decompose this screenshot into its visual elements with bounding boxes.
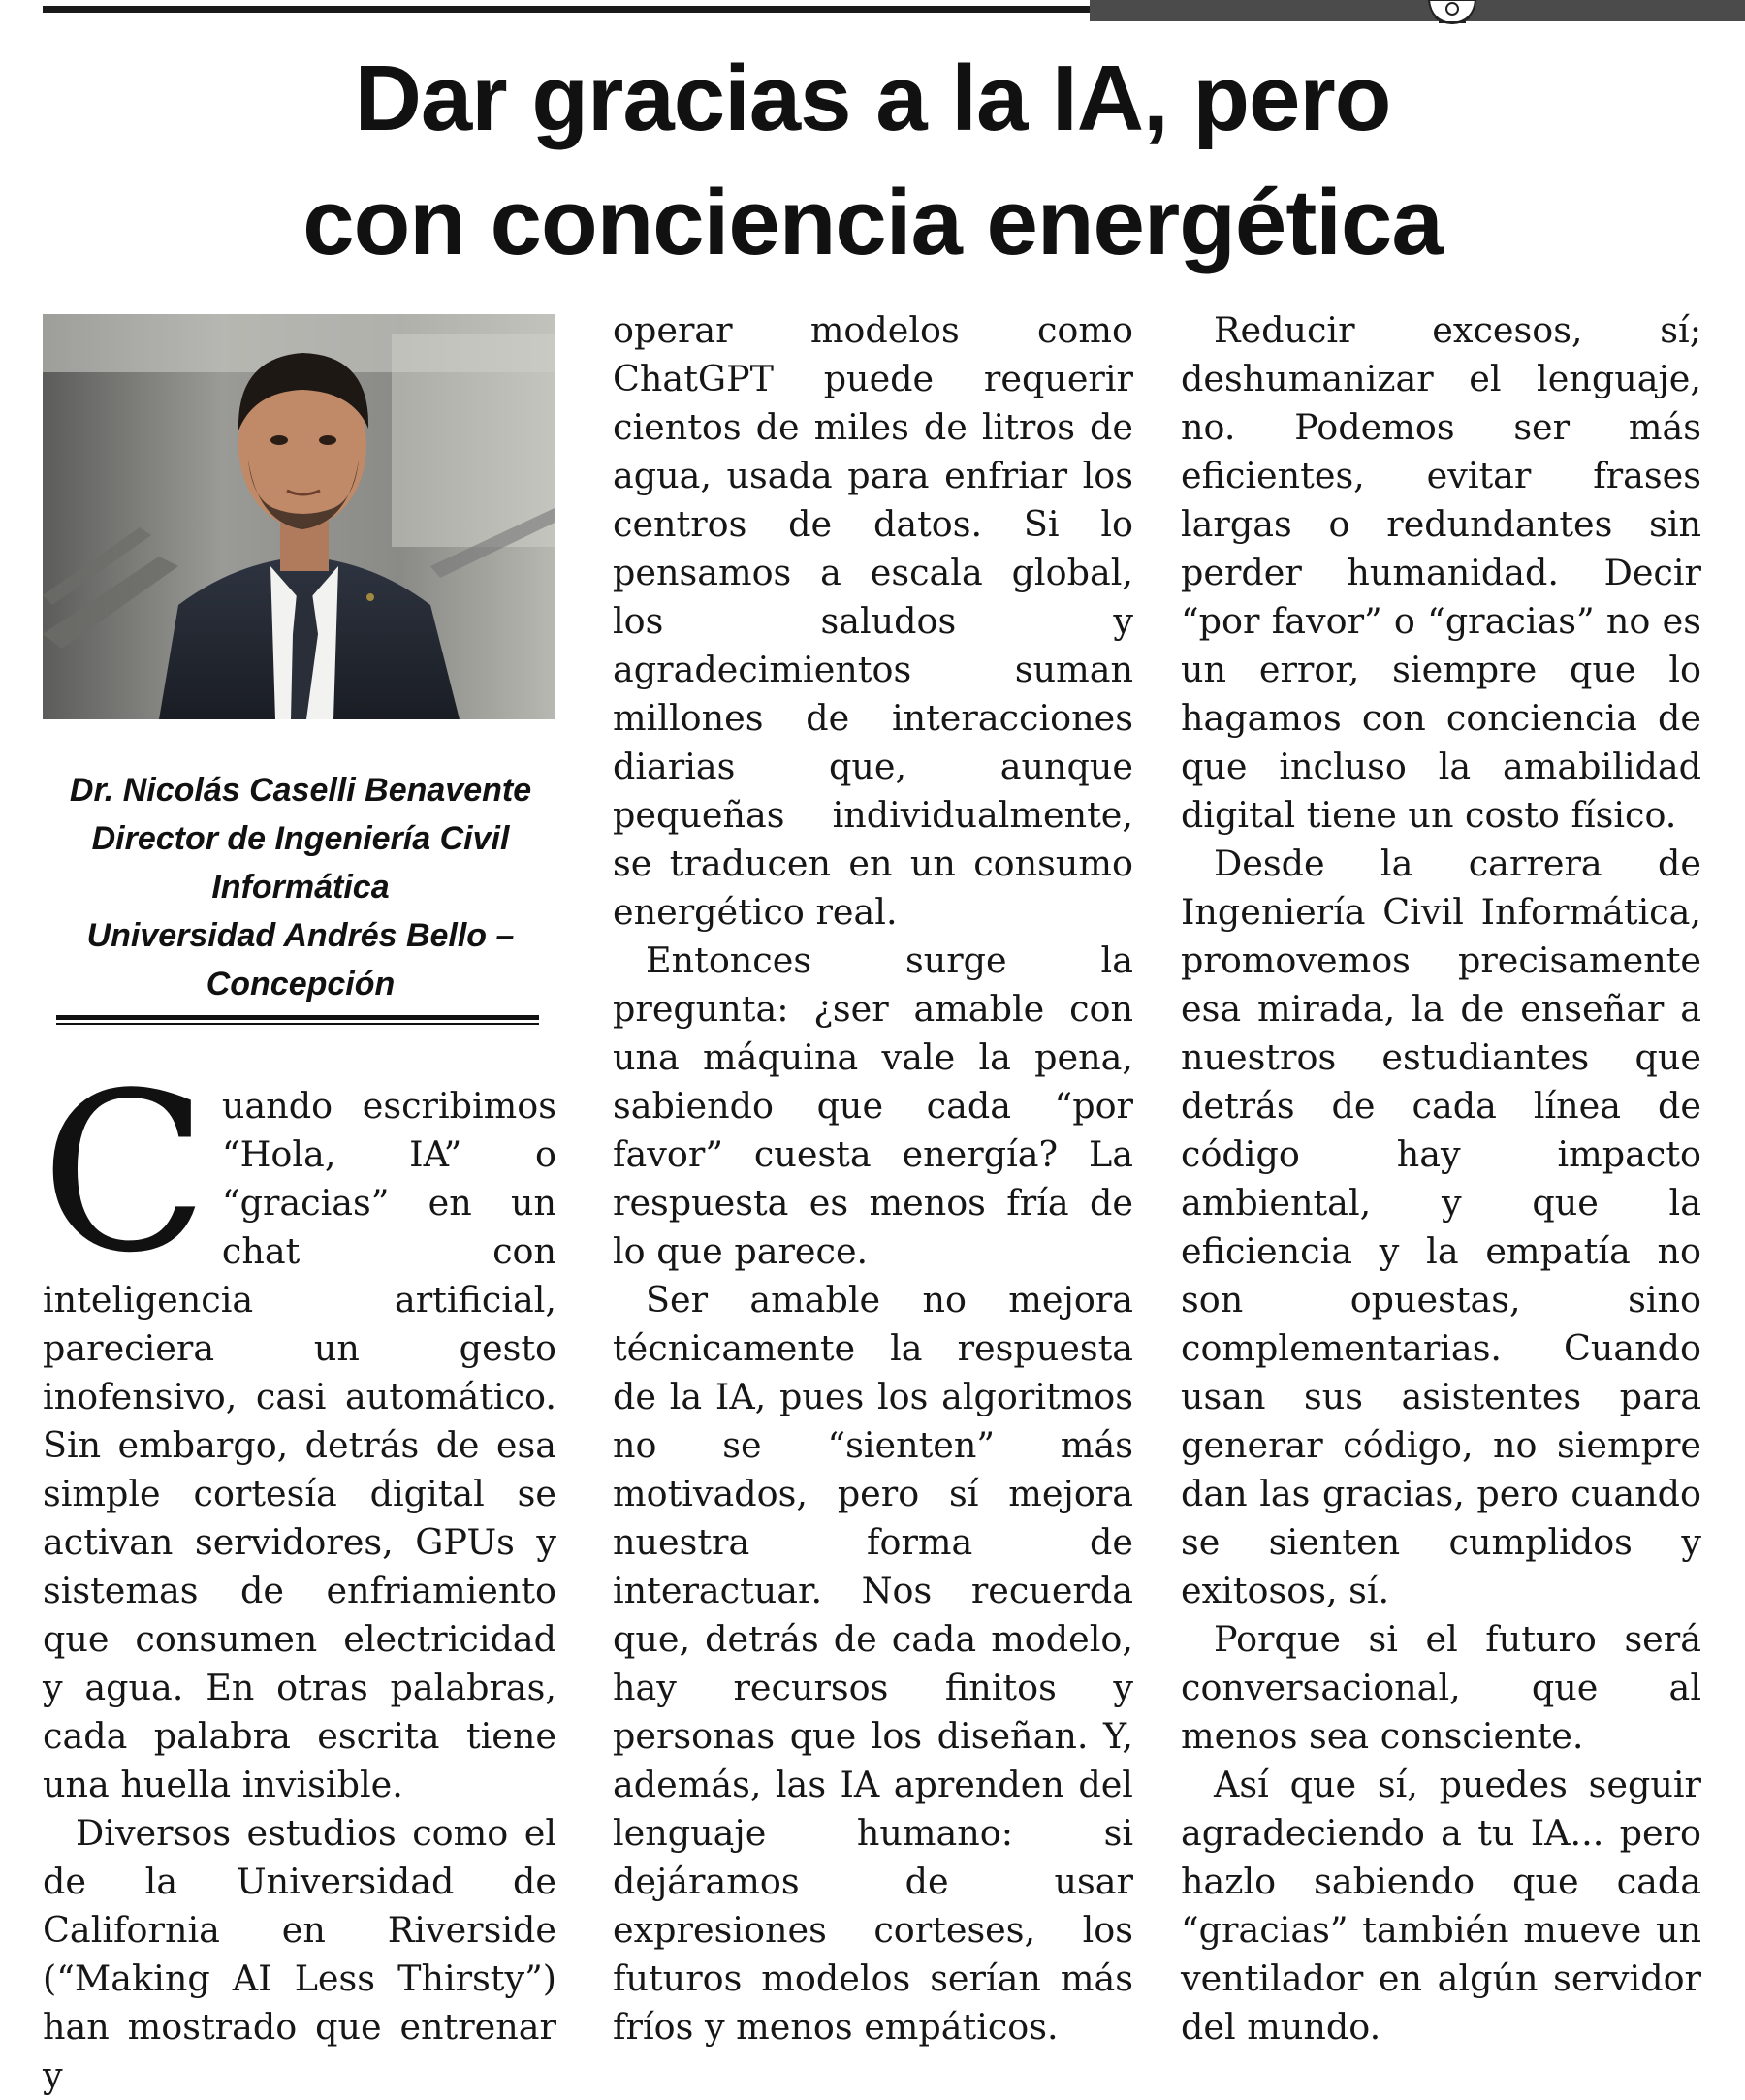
article-column-2 (613, 306, 1133, 2052)
article-paragraph-2-continued: operar modelos como ChatGPT puede requerir cientos de miles de litros de agua, usada para enfriar los centros de datos. Si lo pensamos a escala global, los saludos y agradecimientos suman millones de interacciones diarias que, aunque pequeñas individualmente, se traducen en un consumo energético real. (613, 309, 1133, 933)
headline-line-2: con conciencia energética (302, 171, 1443, 274)
author-byline (58, 766, 543, 1008)
article-paragraph-7: Porque si el futuro será conversacional, que al menos sea consciente. (1181, 1618, 1701, 1757)
headline-line-1: Dar gracias a la IA, pero (354, 47, 1391, 150)
section-bar (1090, 0, 1745, 21)
article-paragraph-6: Desde la carrera de Ingeniería Civil Informática, promovemos precisamente esa mirada, la de enseñar a nuestros estudiantes que detrás de cada línea de código hay impacto ambiental, y que la eficiencia y la empatía no son opuestas, sino complementarias. Cuando usan sus asistentes para generar código, no siempre dan las gracias, pero cuando se sienten cumplidos y exitosos, sí. (1181, 843, 1701, 1611)
author-role-line-2: Informática (211, 869, 390, 906)
article-paragraph-1 (41, 1046, 556, 1809)
author-role-line-1: Director de Ingeniería Civil (91, 820, 510, 857)
article-column-3 (1181, 306, 1701, 2052)
author-portrait (43, 314, 555, 719)
author-name: Dr. Nicolás Caselli Benavente (69, 772, 532, 809)
top-rule (43, 6, 1090, 13)
article-column-1 (41, 1046, 556, 2100)
newspaper-emblem-icon (1421, 0, 1483, 29)
byline-divider (56, 1015, 539, 1025)
article-paragraph-8: Así que sí, puedes seguir agradeciendo a tu IA... pero hazlo sabiendo que cada “gracias” también mueve un ventilador en algún servidor del mundo. (1181, 1764, 1701, 2048)
author-org-line-1: Universidad Andrés Bello – (86, 917, 515, 954)
headline (58, 37, 1687, 285)
drop-cap: C (41, 1046, 208, 1301)
author-org-line-2: Concepción (206, 966, 396, 1002)
article-paragraph-3: Entonces surge la pregunta: ¿ser amable con una máquina vale la pena, sabiendo que cada “por favor” cuesta energía? La respuesta es menos fría de lo que parece. (613, 939, 1133, 1272)
article-paragraph-5: Reducir excesos, sí; deshumanizar el lenguaje, no. Podemos ser más eficientes, evitar frases largas o redundantes sin perder humanidad. Decir “por favor” o “gracias” no es un error, siempre que lo hagamos con conciencia de que incluso la amabilidad digital tiene un costo físico. (1181, 309, 1701, 836)
article-paragraph-4: Ser amable no mejora técnicamente la respuesta de la IA, pues los algoritmos no se “sienten” más motivados, pero sí mejora nuestra forma de interactuar. Nos recuerda que, detrás de cada modelo, hay recursos finitos y personas que los diseñan. Y, además, las IA aprenden del lenguaje humano: si dejáramos de usar expresiones corteses, los futuros modelos serían más fríos y menos empáticos. (613, 1279, 1133, 2048)
paragraph-1-text: uando escribimos “Hola, IA” o “gracias” en un chat con inteligencia artificial, pareciera un gesto inofensivo, casi automático. Sin embargo, detrás de esa simple cortesía digital se activan servidores, GPUs y sistemas de enfriamiento que consumen electricidad y agua. En otras palabras, cada palabra escrita tiene una huella invisible. (43, 1085, 556, 1805)
article-paragraph-2-start: Diversos estudios como el de la Universidad de California en Riverside (“Making AI Less Thirsty”) han mostrado que entrenar y (43, 1812, 556, 2096)
